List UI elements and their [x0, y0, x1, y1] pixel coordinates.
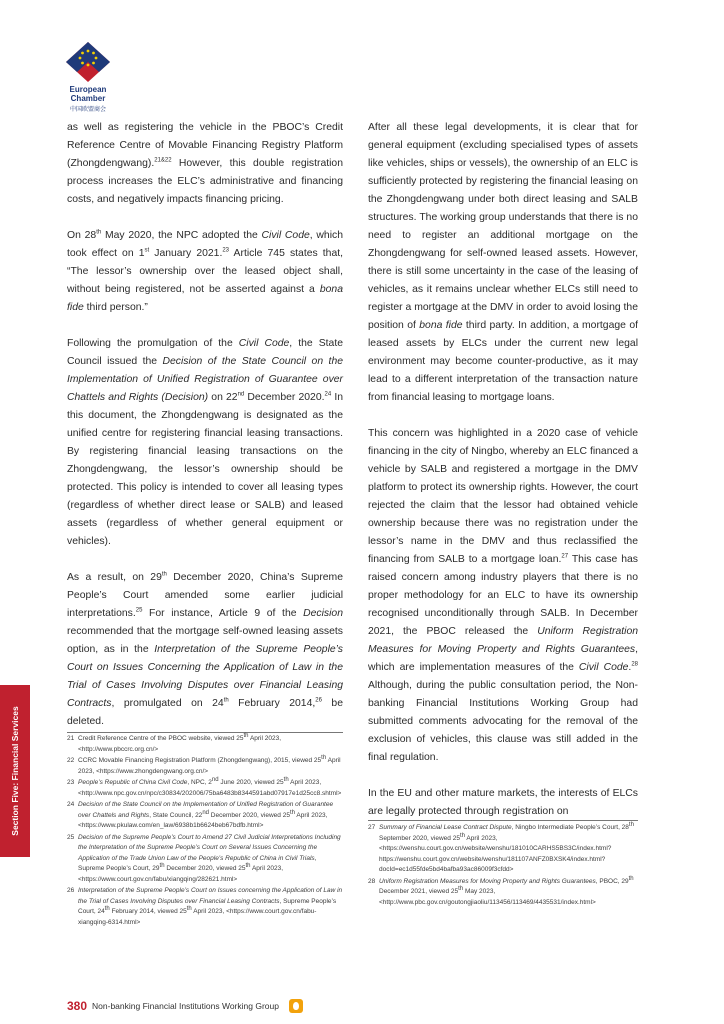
footnote-ref: th — [628, 875, 634, 882]
footnote-ref: th — [159, 862, 165, 869]
text-run: On 28 — [67, 230, 97, 241]
italic-text: bona fide — [419, 320, 463, 331]
text-run: third party. In addition, a mortgage of leased assets by ELCs under the current new legal environment may become counter-productive, as it may lead to a different interpretation of the transaction nature from financial leasing to mortgage loans. — [368, 320, 638, 403]
footnotes-right — [368, 823, 638, 909]
text-run: recommended that the mortgage self-owned leasing assets option, as in the — [67, 626, 343, 655]
text-run: However, this double registration process increases the ELC’s administrative and financing costs, and negatively impacts financing pricing. — [67, 158, 343, 205]
text-run: April 2023, <https://www.court.gov.cn/fabu-xiangqing-6314.html> — [78, 908, 317, 926]
text-run: December 2020, China’s Supreme People’s Court amended some earlier judicial interpretations. — [67, 572, 343, 619]
body-paragraph — [368, 119, 638, 407]
text-run: Credit Reference Centre of the PBOC website, viewed 25 — [78, 735, 244, 742]
text-run: February 2014, — [228, 698, 316, 709]
text-run: June 2020, viewed 25 — [218, 779, 284, 786]
footnote — [67, 800, 343, 832]
logo-name: European Chamber — [69, 85, 107, 103]
italic-text: Civil Code — [578, 662, 629, 673]
footnote-ref: 23 — [222, 247, 230, 254]
page-footer — [67, 999, 303, 1013]
italic-text: Interpretation of the Supreme People’s Court on Issues concerning the Application of Law in the Trial of Cases Involving Disputes over Financial Leasing Contracts — [78, 887, 343, 905]
footnote — [368, 877, 638, 909]
body-paragraph — [368, 425, 638, 767]
text-run: After all these legal developments, it is clear that for general equipment (excluding specialised types of assets like vehicles, ships or vessels), the ownership of an ELC is sufficiently protected by registering the financial leasing on the Zhongdengwang under both direct leasing and SALB structures. The working group understands that there is no need to register an additional mortgage on the Zhongdengwang for self-owned leased assets. However, there is still some uncertainty in the case of the leasing of vehicles, as it remains unclear whether ELCs still need to register a mortgage at the DMV in order to avoid losing the position of — [368, 122, 638, 331]
footnote-number: 27 — [368, 824, 376, 831]
footnote-ref: nd — [237, 391, 245, 398]
footnote — [67, 886, 343, 928]
text-run: December 2020, viewed 25 — [164, 865, 246, 872]
body-paragraph — [368, 785, 638, 821]
text-run: May 2020, the NPC adopted the — [101, 230, 262, 241]
footnote-text — [78, 756, 343, 777]
footnote-text — [379, 823, 638, 876]
footnote-number: 26 — [67, 887, 75, 894]
footnotes-left — [67, 734, 343, 929]
text-run: For instance, Article 9 of the — [142, 608, 304, 619]
text-run: Following the promulgation of the — [67, 338, 239, 349]
footnote-ref: 25 — [135, 607, 143, 614]
body-paragraph — [67, 569, 343, 731]
text-run: January 2021. — [149, 248, 223, 259]
footnote — [67, 778, 343, 799]
european-chamber-logo — [52, 40, 132, 113]
footnote-ref: 24 — [324, 391, 332, 398]
left-body-column — [67, 119, 343, 749]
footnote-text — [78, 778, 343, 799]
footnote-ref: th — [223, 697, 229, 704]
footnote-ref: th — [628, 821, 634, 828]
text-run: As a result, on 29 — [67, 572, 162, 583]
footnote-ref: nd — [211, 776, 219, 783]
footnote-text — [78, 734, 343, 755]
text-run: , promulgated on 24 — [111, 698, 224, 709]
italic-text: Decision — [303, 608, 343, 619]
italic-text: Decision of the State Council on the Implementation of Unified Registration of Guarantee over Chattels and Rights — [78, 801, 334, 819]
footnote-ref: th — [161, 571, 167, 578]
footnote-ref: th — [458, 885, 464, 892]
text-run: CCRC Movable Financing Registration Platform (Zhongdengwang), 2015, viewed 25 — [78, 757, 322, 764]
footnote-ref: th — [245, 862, 251, 869]
body-paragraph — [67, 335, 343, 551]
footnote-ref: 21&22 — [154, 157, 172, 164]
footnote — [368, 823, 638, 876]
text-run: December 2020. — [244, 392, 325, 403]
text-run: Article 745 states that, “The lessor’s ownership over the leased object shall, without being registered, not be asserted against a — [67, 248, 343, 295]
footnote-number: 28 — [368, 877, 376, 885]
text-run: May 2023, <http://www.pbc.gov.cn/goutongjiaoliu/113456/113469/4435531/index.html> — [379, 888, 596, 906]
italic-text: Civil Code — [261, 230, 310, 241]
logo-chinese-name: 中国欧盟商会 — [69, 107, 106, 113]
italic-text: Interpretation of the Supreme People’s Court on Issues Concerning the Application of Law in the Trial of Cases Involving Disputes over Financial Leasing Contracts — [67, 644, 343, 709]
text-run: . — [628, 662, 632, 673]
text-run: , Supreme People’s Court, 29 — [78, 854, 317, 872]
footnote-divider-left — [67, 732, 343, 733]
body-paragraph — [67, 227, 343, 317]
text-run: April 2023, <https://www.zhongdengwang.org.cn/> — [78, 757, 341, 775]
footer-title: Non-banking Financial Institutions Working Group — [92, 1001, 279, 1011]
money-bag-icon — [289, 999, 303, 1013]
italic-text: Uniform Registration Measures for Moving Property and Rights Guarantees — [379, 877, 596, 885]
italic-text: bona fide — [67, 284, 343, 313]
footnote-ref: 27 — [561, 553, 569, 560]
footnote-ref: th — [283, 776, 289, 783]
footnote-text — [78, 886, 343, 928]
text-run: , Ningbo Intermediate People’s Court, 28 — [511, 824, 629, 831]
footnote-ref: nd — [202, 809, 209, 816]
text-run: This case has raised concern among industry players that there is no proper methodology for an ELC to have its ownership recognised unconditionally through SALB. In December 2021, the PBOC released the — [368, 554, 639, 637]
footnote-number: 24 — [67, 801, 75, 808]
italic-text: People’s Republic of China Civil Code — [78, 779, 188, 786]
text-run: In this document, the Zhongdengwang is designated as the unified centre for registering financial leasing transactions. By registering financial leasing transactions on the Zhongdengwang, the lessor’s ownership should be protected. This policy is intended to cover all leasing types (regardless of whether direct lease or SALB) and leased assets (regardless of whether general equipment or vehicles). — [67, 392, 343, 547]
footnote-number: 21 — [67, 735, 75, 742]
footnote-ref: th — [186, 905, 192, 912]
text-run: , which are implementation measures of the — [368, 644, 638, 673]
footnote — [67, 734, 343, 755]
text-run: December 2021, viewed 25 — [379, 888, 459, 895]
right-body-column — [368, 119, 638, 839]
footnote-ref: th — [243, 732, 249, 739]
section-side-tab — [0, 685, 30, 857]
footnote-ref: th — [289, 809, 295, 816]
text-run: be deleted. — [67, 698, 343, 727]
text-run: April 2023, <https://www.court.gov.cn/fabu/xiangqing/282621.html> — [78, 865, 284, 883]
text-run: December 2020, viewed 25 — [209, 811, 290, 819]
footnote-number: 23 — [67, 779, 75, 786]
italic-text: Decision of the State Council on the Implementation of Unified Registration of Guarantee over Chattels and Rights (Decision) — [67, 356, 343, 403]
footnote — [67, 756, 343, 777]
footnote — [67, 833, 343, 886]
text-run: September 2020, viewed 25 — [379, 834, 460, 842]
footnote-ref: th — [321, 754, 327, 761]
footnote-ref: th — [96, 229, 102, 236]
text-run: as well as registering the vehicle in the PBOC’s Credit Reference Centre of Movable Financing Registry Platform (Zhongdengwang). — [67, 122, 343, 169]
italic-text: Decision of the Supreme People’s Court to Amend 27 Civil Judicial Interpretations Including the Interpretation of the Supreme People’s Court on Several Issues Concerning the Application of the Trade Union Law of the People’s Republic of China in Civil Trials — [78, 833, 341, 862]
footnote-text — [78, 800, 343, 832]
text-run: April 2023,<https://wenshu.court.gov.cn/website/wenshu/181010CARHS5BS3C/index.html?https://wenshu.court.gov.cn/website/wenshu/181107ANFZ0BXSK4/index.html?docId=ec1d55fde5bd4bafba93ac86009f3cfdd> — [379, 834, 612, 873]
footnote-ref: 28 — [631, 661, 638, 668]
text-run: , Supreme People’s Court, 24 — [78, 897, 337, 915]
italic-text: Civil Code — [238, 338, 290, 349]
page-number: 380 — [67, 999, 88, 1013]
text-run: third person.” — [83, 302, 148, 313]
text-run: This concern was highlighted in a 2020 case of vehicle financing in the city of Ningbo, whereby an ELC financed a vehicle by SALB and registered a mortgage in the DMV platform to protect its ownership rights. However, the court rejected the claim that the lessor had obtained vehicle ownership because there was no registration under the lessor’s name in the DMV and thus reclassified the financing from SALB to a mortgage loan. — [368, 428, 638, 565]
text-run: , PBOC, 29 — [595, 877, 629, 885]
logo-emblem — [52, 40, 124, 84]
italic-text: Uniform Registration Measures for Moving Property and Rights Guarantees — [368, 626, 638, 655]
text-run: Although, during the public consultation period, the Non-banking Financial Institutions Working Group had submitted comments advocating for the removal of the exclusion of vehicles, this clause was still added in the final regulation. — [368, 680, 638, 763]
text-run: April 2023, <http://www.pbccrc.org.cn/> — [78, 735, 282, 753]
footnote-ref: th — [459, 832, 465, 839]
text-run: In the EU and other mature markets, the interests of ELCs are legally protected through registration on — [368, 788, 638, 817]
text-run: , which took effect on 1 — [67, 230, 343, 259]
section-label: Section Five: Financial Services — [10, 706, 20, 836]
text-run: April 2023, <https://www.pkulaw.com/en_law/6938b1b6624beb67bdfb.html> — [78, 811, 328, 829]
footnote-text — [379, 877, 638, 909]
text-run: February 2014, viewed 25 — [109, 908, 187, 915]
text-run: , the State Council issued the — [67, 338, 343, 367]
text-run: , State Council, 22 — [149, 811, 203, 819]
footnote-text — [78, 833, 343, 886]
text-run: on 22 — [208, 392, 238, 403]
text-run: , NPC, 2 — [187, 779, 212, 786]
footnote-divider-right — [368, 820, 638, 821]
footnote-ref: st — [144, 247, 150, 254]
text-run: April 2023, <http://www.npc.gov.cn/npc/c30834/202006/75ba6483b8344591abd07917e1d25cc8.shtml> — [78, 779, 342, 797]
footnote-ref: 26 — [315, 697, 322, 704]
footnote-ref: th — [104, 905, 110, 912]
body-paragraph — [67, 119, 343, 209]
footnote-number: 25 — [67, 833, 75, 841]
italic-text: Summary of Financial Lease Contract Dispute — [379, 824, 512, 831]
footnote-number: 22 — [67, 757, 75, 764]
